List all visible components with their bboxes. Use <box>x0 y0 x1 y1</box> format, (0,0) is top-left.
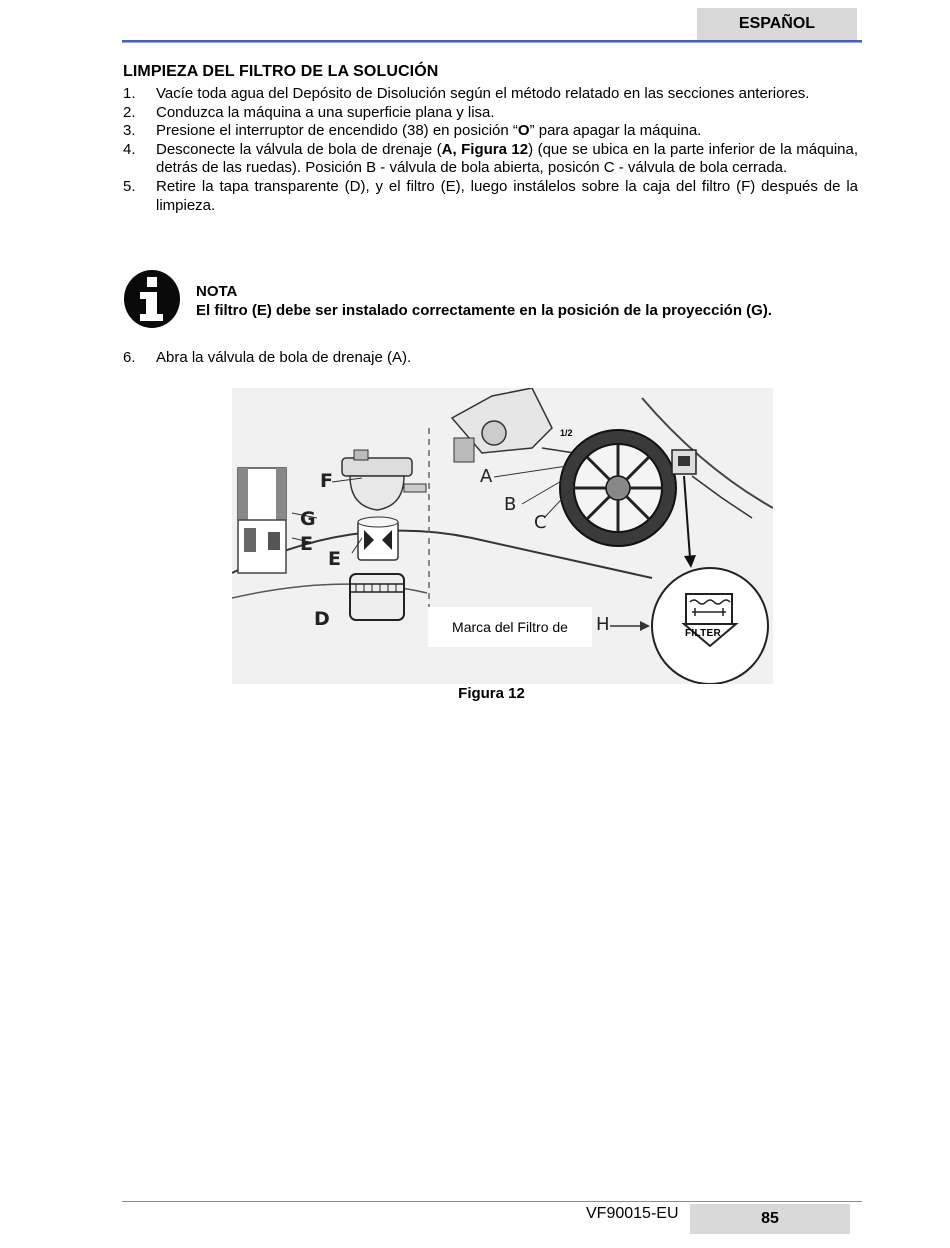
step-item <box>123 122 858 141</box>
filter-symbol-label: FILTER <box>685 628 722 639</box>
step-text: Retire la tapa transparente (D), y el filtro (E), luego instálelos sobre la caja del filtro (F) después de la limpieza. <box>156 177 858 214</box>
step-text: Conduzca la máquina a una superficie plana y lisa. <box>156 103 495 121</box>
step-text-bold: O <box>517 122 530 140</box>
figure-12 <box>232 388 773 684</box>
step-text: Abra la válvula de bola de drenaje (A). <box>156 349 412 366</box>
label-a: A <box>480 466 493 487</box>
filter-mark-text: Marca del Filtro de <box>452 619 568 635</box>
step-number: 6. <box>123 349 136 366</box>
note-text: El filtro (E) debe ser instalado correctamente en la posición de la proyección (G). <box>196 301 772 319</box>
step-text-pre: Desconecte la válvula de bola de drenaje ( <box>156 140 442 158</box>
steps-list <box>123 85 858 215</box>
label-e-left: E <box>300 533 313 555</box>
step-item-6 <box>123 349 858 368</box>
step-number: 4. <box>123 140 136 158</box>
label-c: C <box>534 512 547 533</box>
step-item <box>123 141 858 178</box>
step-number: 1. <box>123 85 136 102</box>
note-title: NOTA <box>196 283 238 300</box>
header-rule <box>122 40 862 42</box>
step-text-post: ” para apagar la máquina. <box>529 122 702 140</box>
step-text: Vacíe toda agua del Depósito de Disolución según el método relatado en las secciones anteriores. <box>156 85 810 102</box>
label-f: F <box>320 470 333 492</box>
step-item <box>123 85 858 104</box>
step-number: 2. <box>123 103 136 121</box>
language-tab <box>697 8 857 40</box>
label-g-left: G <box>300 508 316 530</box>
step-item <box>123 178 858 215</box>
filter-mark-label <box>428 607 592 647</box>
label-d: D <box>314 608 330 630</box>
section-title: LIMPIEZA DEL FILTRO DE LA SOLUCIÓN <box>123 63 439 80</box>
page-number: 85 <box>761 1210 779 1227</box>
step-text <box>156 141 858 178</box>
figure-caption: Figura 12 <box>458 685 525 702</box>
step-text-bold: A, Figura 12 <box>441 140 529 158</box>
note-block <box>196 283 856 320</box>
document-code: VF90015-EU <box>586 1205 679 1222</box>
step-number: 5. <box>123 177 136 195</box>
language-label: ESPAÑOL <box>738 15 816 32</box>
info-icon <box>122 268 182 330</box>
valve-mark-label: 1/2 <box>560 428 573 438</box>
step-text-post: ) (que se ubica en la parte inferior de la máquina, detrás de las ruedas). Posición B - válvula de bola abierta, posicón C - válvula de bola cerrada. <box>156 140 859 177</box>
page-number-box <box>690 1204 850 1234</box>
label-e-right: E <box>328 548 341 570</box>
label-b: B <box>504 494 517 515</box>
footer-rule <box>122 1201 862 1202</box>
step-text <box>156 122 858 141</box>
label-h: H <box>596 614 610 635</box>
step-number: 3. <box>123 122 136 140</box>
step-text-pre: Presione el interruptor de encendido (38) en posición “ <box>156 122 518 140</box>
step-item <box>123 104 858 123</box>
